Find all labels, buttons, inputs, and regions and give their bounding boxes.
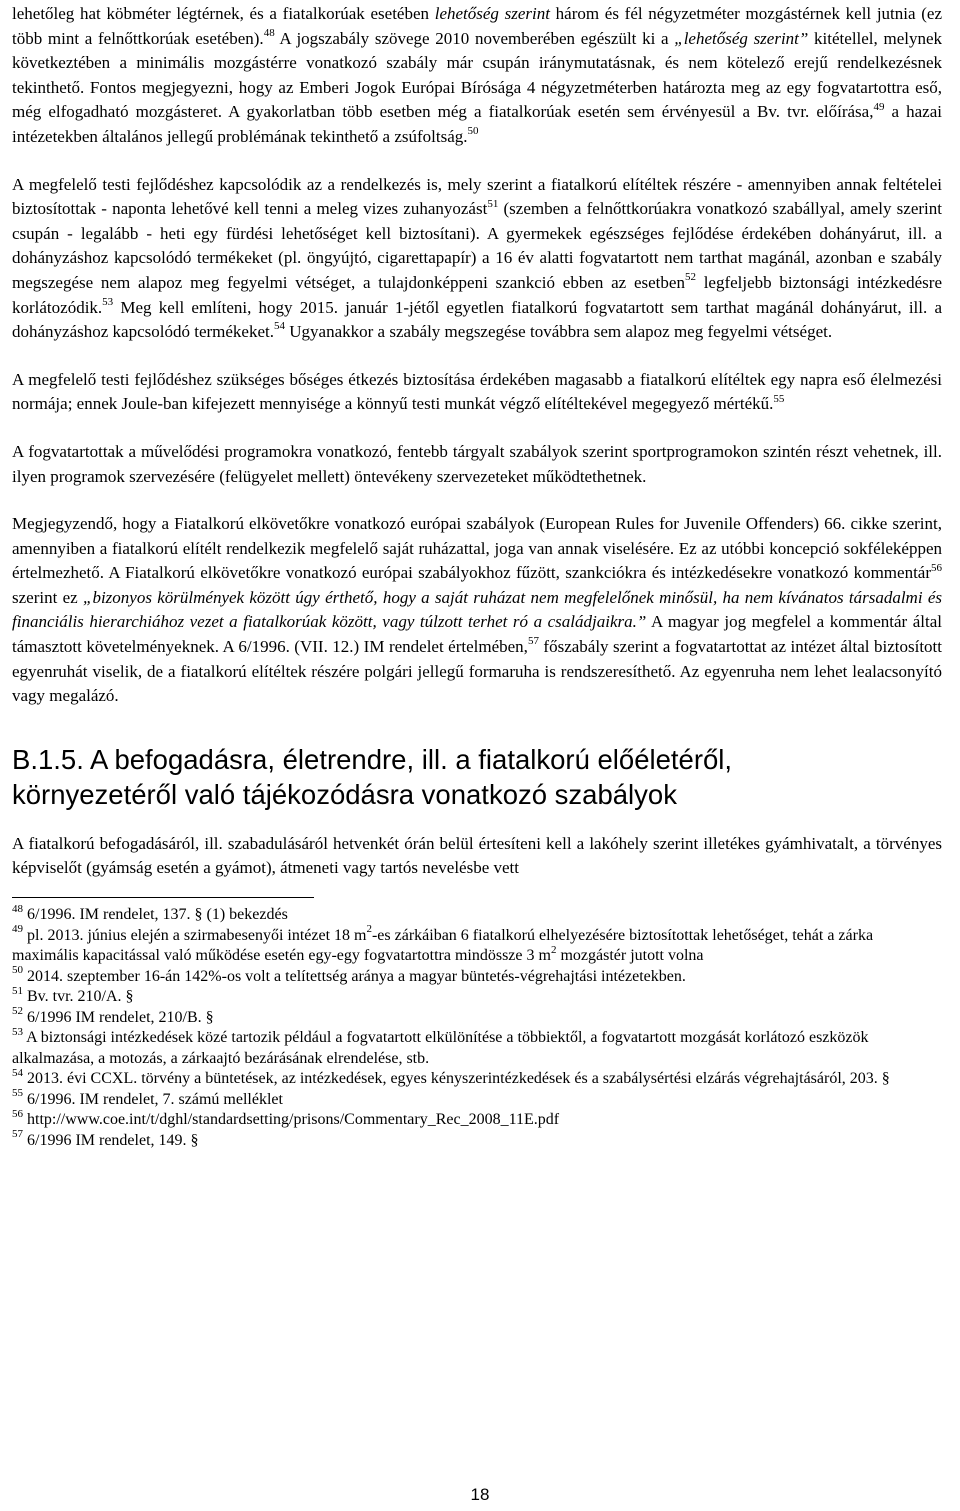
text-run: A magyar jog megfelel a kommentár által támasztott követelményeknek. A 6/1996. (VII. 12.) IM rendelet értelmében,	[12, 612, 943, 657]
text-run: A biztonsági intézkedések közé tartozik például a fogvatartott elkülönítése a többiektől, a fogvatartott mozgását korlátozó eszközök alkalmazása, a motozás, a zárkaajtó bezárásának elrendelése, stb.	[12, 1029, 869, 1067]
footnote-number: 54	[12, 1066, 23, 1079]
footnote-ref: 54	[274, 320, 285, 333]
paragraph	[12, 173, 942, 345]
document-page	[12, 0, 942, 1151]
footnote	[12, 984, 942, 1008]
footnote-number: 53	[12, 1025, 23, 1038]
footnote-number: 50	[12, 964, 23, 977]
footnote-number: 52	[12, 1005, 23, 1018]
text-run: 6/1996. IM rendelet, 7. számú melléklet	[23, 1090, 283, 1108]
footnote-ref: 51	[487, 197, 499, 210]
italic-text: „lehetőség szerint”	[674, 28, 809, 48]
italic-text: „bizonyos körülmények között úgy érthető, hogy a saját ruházat nem megfelelőnek minősül, ha nem kívánatos társadalmi és financiális hierarchiához vezet a fiatalkorúak között, vagy túlzott terhet ró a családjaikra.”	[12, 587, 942, 632]
footnotes	[12, 902, 942, 1151]
text-run: Bv. tvr. 210/A. §	[23, 988, 134, 1006]
paragraph	[12, 832, 942, 881]
paragraph	[12, 2, 942, 150]
footnote-ref: 2	[550, 943, 557, 956]
footnote	[12, 1128, 942, 1152]
footnote-number: 48	[12, 902, 23, 915]
section-heading	[12, 742, 942, 812]
text-run: lehetőleg hat köbméter légtérnek, és a fiatalkorúak esetében	[12, 4, 435, 23]
text-run: 2014. szeptember 16-án 142%-os volt a telítettség aránya a magyar büntetés-végrehajtási intézetekben.	[23, 967, 686, 985]
footnote-ref: 49	[873, 100, 885, 113]
text-run: legfeljebb biztonsági intézkedésre korlátozódik.	[12, 272, 943, 317]
text-run: mozgástér jutott volna	[556, 947, 704, 965]
text-run: a hazai intézetekben általános jellegű problémának tekinthető a zsúfoltság.	[12, 102, 942, 146]
footnote-number: 51	[12, 984, 23, 997]
text-run: A jogszabály szövege 2010 novemberében egészült ki a	[274, 28, 675, 48]
body-text	[12, 2, 942, 709]
text-run: http://www.coe.int/t/dghl/standardsetting/prisons/Commentary_Rec_2008_11E.pdf	[23, 1111, 560, 1129]
text-run: 6/1996 IM rendelet, 210/B. §	[23, 1008, 214, 1026]
text-run: 2013. évi CCXL. törvény a büntetések, az intézkedések, egyes kényszerintézkedések és a szabálysértési elzárás végrehajtásáról, 203. §	[23, 1070, 890, 1088]
footnote	[12, 1087, 942, 1111]
footnote	[12, 1066, 942, 1090]
text-run: szerint ez	[12, 587, 83, 607]
text-run: 6/1996. IM rendelet, 137. § (1) bekezdés	[23, 906, 288, 924]
body-text-after-heading	[12, 832, 942, 881]
footnote	[12, 1107, 942, 1131]
footnote-ref: 48	[263, 26, 275, 39]
footnote-ref: 56	[931, 561, 942, 574]
footnote	[12, 923, 942, 967]
text-run: 6/1996 IM rendelet, 149. §	[23, 1131, 199, 1149]
text-run: A fogvatartottak a művelődési programokra vonatkozó, fentebb tárgyalt szabályok szerint sportprogramokon szintén részt vehetnek, ill. ilyen programok szervezésére (felügyelet mellett) öntevékeny szervezeteket működtethetnek.	[12, 441, 942, 486]
footnote-ref: 53	[102, 295, 114, 308]
footnote-ref: 57	[527, 635, 539, 648]
text-run: három és fél négyzetméter mozgástérnek kell jutnia (ez több mint a felnőttkorúak esetében).	[12, 4, 942, 48]
text-run: A fiatalkorú befogadásáról, ill. szabadulásáról hetvenkét órán belül értesíteni kell a lakóhely szerint illetékes gyámhivatalt, a törvényes képviselőt (gyámság esetén a gyámot), átmeneti vagy tartós nevelésbe vett	[12, 833, 942, 878]
text-run: kitétellel, melynek következtében a minimális mozgástérre vonatkozó szabály már csupán iránymutatásnak, és nem kötelező erejű rendelkezésnek tekinthető. Fontos megjegyezni, hogy az Emberi Jogok Európai Bírósága 4 négyzetméterben határozta meg az egy fogvatartottra eső, még elfogadható mozgásteret. A gyakorlatban több esetben még a fiatalkorúak esetén sem érvényesül a Bv. tvr. előírása,	[12, 28, 943, 122]
footnote	[12, 902, 942, 926]
paragraph	[12, 440, 942, 489]
text-run: A megfelelő testi fejlődéshez kapcsolódik az a rendelkezés is, mely szerint a fiatalkorú elítéltek részére - amennyiben annak feltételei biztosítottak - naponta lehetővé kell tenni a meleg vizes zuhanyozást	[12, 174, 942, 219]
text-run: (szemben a felnőttkorúakra vonatkozó szabállyal, amely szerint csupán - legalább - heti egy fürdési lehetőséget kell biztosítani). A gyermekek egészséges fejlődése érdekében dohányárut, ill. a dohányzáshoz kapcsolódó termékeket (pl. öngyújtó, cigarettapapír) a 16 év alatti fogvatartott nem tarthat magánál, azonban e szabály megszegése nem alapoz meg fegyelmi vétséget, a tulajdonképpeni szankció ebben az esetben	[12, 199, 942, 292]
italic-text: lehetőség szerint	[434, 4, 550, 23]
footnote	[12, 964, 942, 988]
footnote-ref: 52	[684, 271, 696, 284]
footnote-number: 56	[12, 1107, 23, 1120]
paragraph	[12, 512, 942, 709]
text-run: Meg kell említeni, hogy 2015. január 1-jétől egyetlen fiatalkorú fogvatartott sem tarthat magánál dohányárut, ill. a dohányzáshoz kapcsolódó termékeket.	[12, 297, 942, 342]
text-run: Ugyanakkor a szabály megszegése továbbra sem alapoz meg fegyelmi vétséget.	[285, 322, 833, 342]
footnote-number: 55	[12, 1087, 23, 1100]
text-run: -es zárkáiban 6 fiatalkorú elhelyezésére biztosítottak lehetőséget, tehát a zárka maximális kapacitással való működése esetén egy-egy fogvatartottra mindössze 3 m	[12, 926, 874, 965]
section-heading-line-1: B.1.5. A befogadásra, életrendre, ill. a fiatalkorú előéletéről,	[12, 743, 733, 775]
footnote-separator	[12, 897, 314, 898]
paragraph	[12, 368, 942, 417]
footnote-number: 49	[12, 923, 23, 936]
footnote	[12, 1005, 942, 1029]
text-run: A megfelelő testi fejlődéshez szükséges bőséges étkezés biztosítása érdekében magasabb a fiatalkorú elítéltek egy napra eső élelmezési normája; ennek Joule-ban kifejezett mennyisége a könnyű testi munkát végző elítéltekével megegyező mértékű.	[12, 369, 942, 414]
footnote	[12, 1025, 942, 1069]
section-heading-line-2: környezetéről való tájékozódásra vonatkozó szabályok	[12, 778, 677, 810]
text-run: Megjegyzendő, hogy a Fiatalkorú elkövetőkre vonatkozó európai szabályok (European Rules for Juvenile Offenders) 66. cikke szerint, amennyiben a fiatalkorú elítélt rendelkezik megfelelő saját ruházattal, joga van annak viselésére. Ez az utóbbi koncepció sokféleképpen értelmezhető. A Fiatalkorú elkövetőkre vonatkozó európai szabályokhoz fűzött, szankciókra és intézkedésekre vonatkozó kommentár	[12, 514, 942, 583]
footnote-ref: 50	[467, 125, 479, 138]
page-number: 18	[470, 1485, 490, 1504]
footnote-ref: 55	[773, 392, 785, 405]
footnote-number: 57	[12, 1128, 23, 1141]
text-run: pl. 2013. június elején a szirmabesenyői intézet 18 m	[23, 926, 367, 944]
text-run: főszabály szerint a fogvatartottat az intézet által biztosított egyenruhát viselik, de a fiatalkorú elítéltek részére polgári jellegű formaruha is rendszeresíthető. Az egyenruha nem lehet lealacsonyító vagy megalázó.	[12, 637, 942, 706]
footnote-ref: 2	[366, 923, 372, 936]
